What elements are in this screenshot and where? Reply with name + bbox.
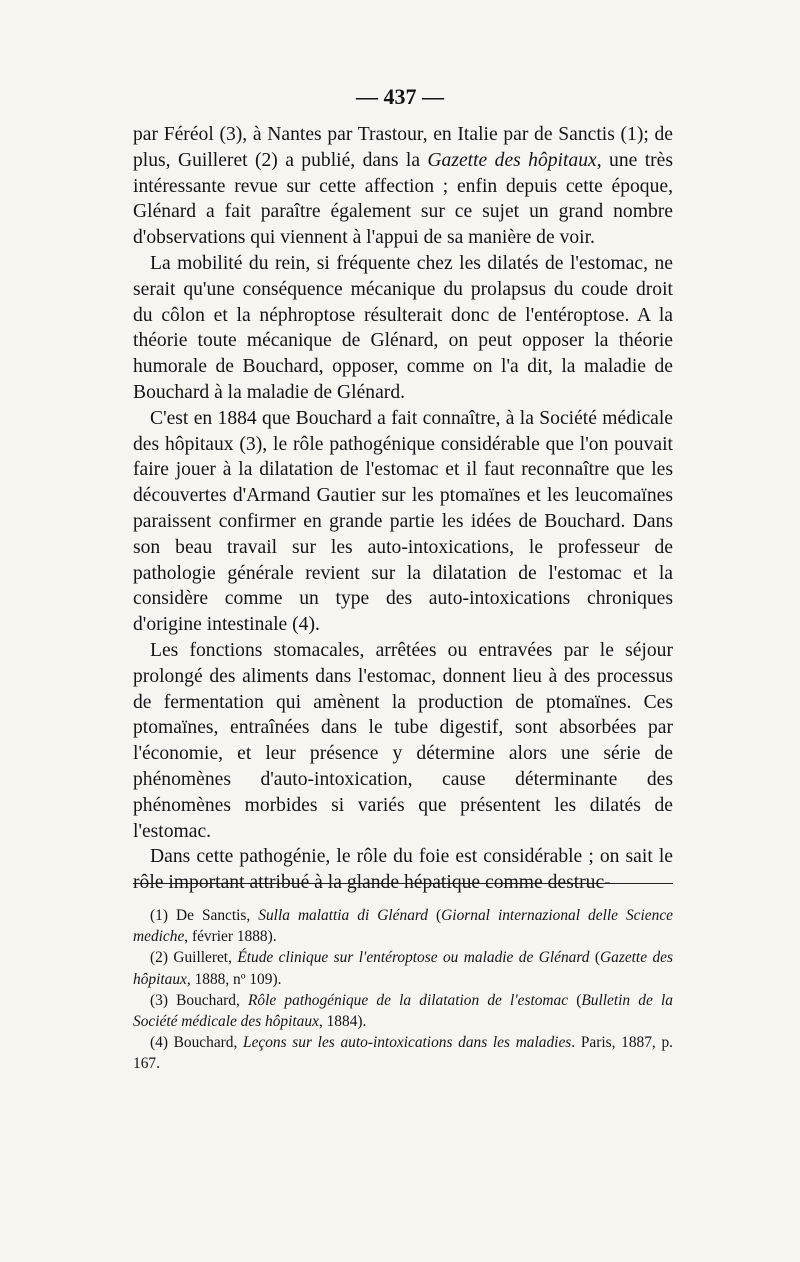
italic-text: Bulletin de la Société médicale des hôpitaux — [133, 991, 674, 1031]
italic-text: Rôle pathogénique de la dilatation de l'estomac — [248, 991, 569, 1009]
page-number: — 437 — — [356, 84, 444, 109]
text-run: ( — [589, 949, 601, 967]
footnote — [133, 947, 673, 989]
text-run: , 1884). — [318, 1013, 367, 1031]
text-run: La mobilité du rein, si fréquente chez les dilatés de l'estomac, ne serait qu'une conséquence mécanique du prolapsus du coude droit du côlon et la néphroptose résulterait donc de l'entéroptose. A la théorie toute mécanique de Glénard, on peut opposer la théorie humorale de Bouchard, opposer, comme on l'a dit, la maladie de Bouchard à la maladie de Glénard. — [133, 252, 673, 403]
body-text — [133, 122, 673, 896]
text-run: ( — [568, 991, 582, 1009]
footnote-separator — [133, 883, 673, 884]
text-run: Dans cette pathogénie, le rôle du foie est considérable ; on sait le rôle important attribué à la glande hépatique comme destruc- — [133, 846, 673, 894]
text-run: , février 1888). — [184, 928, 277, 946]
paragraph — [133, 251, 673, 406]
italic-text: Étude clinique sur l'entéroptose ou maladie de Glénard — [237, 949, 590, 967]
footnote — [133, 905, 673, 947]
italic-text: Gazette des hôpitaux — [427, 149, 597, 171]
italic-text: Sulla malattia di Glénard — [258, 907, 429, 924]
paragraph — [133, 638, 673, 844]
paragraph — [133, 844, 673, 896]
footnotes — [133, 905, 673, 1075]
italic-text: Gazette des hôpitaux — [133, 949, 673, 988]
paragraph — [133, 406, 673, 638]
text-run: (4) Bouchard, — [150, 1034, 244, 1052]
paragraph — [133, 122, 673, 251]
text-run: . Paris, 1887, p. 167. — [133, 1034, 673, 1073]
text-run: Les fonctions stomacales, arrêtées ou entravées par le séjour prolongé des aliments dans l'estomac, donnent lieu à des processus de fermentation qui amènent la production de ptomaïnes. Ces ptomaïnes, entraînées dans le tube digestif, sont absorbées par l'économie, et leur présence y détermine alors une série de phénomènes d'auto-intoxication, cause déterminante des phénomènes morbides si variés que présentent les dilatés de l'estomac. — [133, 639, 673, 842]
text-run: , une très intéressante revue sur cette affection ; enfin depuis cette époque, Glénard a fait paraître également sur ce sujet un grand nombre d'observations qui viennent à l'appui de sa manière de voir. — [133, 149, 673, 249]
footnote — [133, 990, 673, 1032]
text-run: ( — [428, 907, 442, 924]
text-run: (2) Guilleret, — [150, 949, 238, 967]
text-run: (3) Bouchard, — [150, 991, 249, 1009]
text-run: , 1888, nº 109). — [186, 970, 282, 988]
text-run: (1) De Sanctis, — [150, 907, 259, 924]
italic-text: Leçons sur les auto-intoxications dans les maladies — [243, 1034, 572, 1052]
footnote — [133, 1032, 673, 1074]
italic-text: Giornal internazional delle Science mediche — [133, 907, 673, 946]
text-run: par Féréol (3), à Nantes par Trastour, en Italie par de Sanctis (1); de plus, Guilleret (2) a publié, dans la — [133, 124, 673, 171]
text-run: C'est en 1884 que Bouchard a fait connaître, à la Société médicale des hôpitaux (3), le rôle pathogénique considérable que l'on pouvait faire jouer à la dilatation de l'estomac et il faut reconnaître que les découvertes d'Armand Gautier sur les ptomaïnes et les leucomaïnes paraissent confirmer en grande partie les idées de Bouchard. Dans son beau travail sur les auto-intoxications, le professeur de pathologie générale revient sur la dilatation de l'estomac et la considère comme un type des auto-intoxications chroniques d'origine intestinale (4). — [133, 407, 673, 636]
